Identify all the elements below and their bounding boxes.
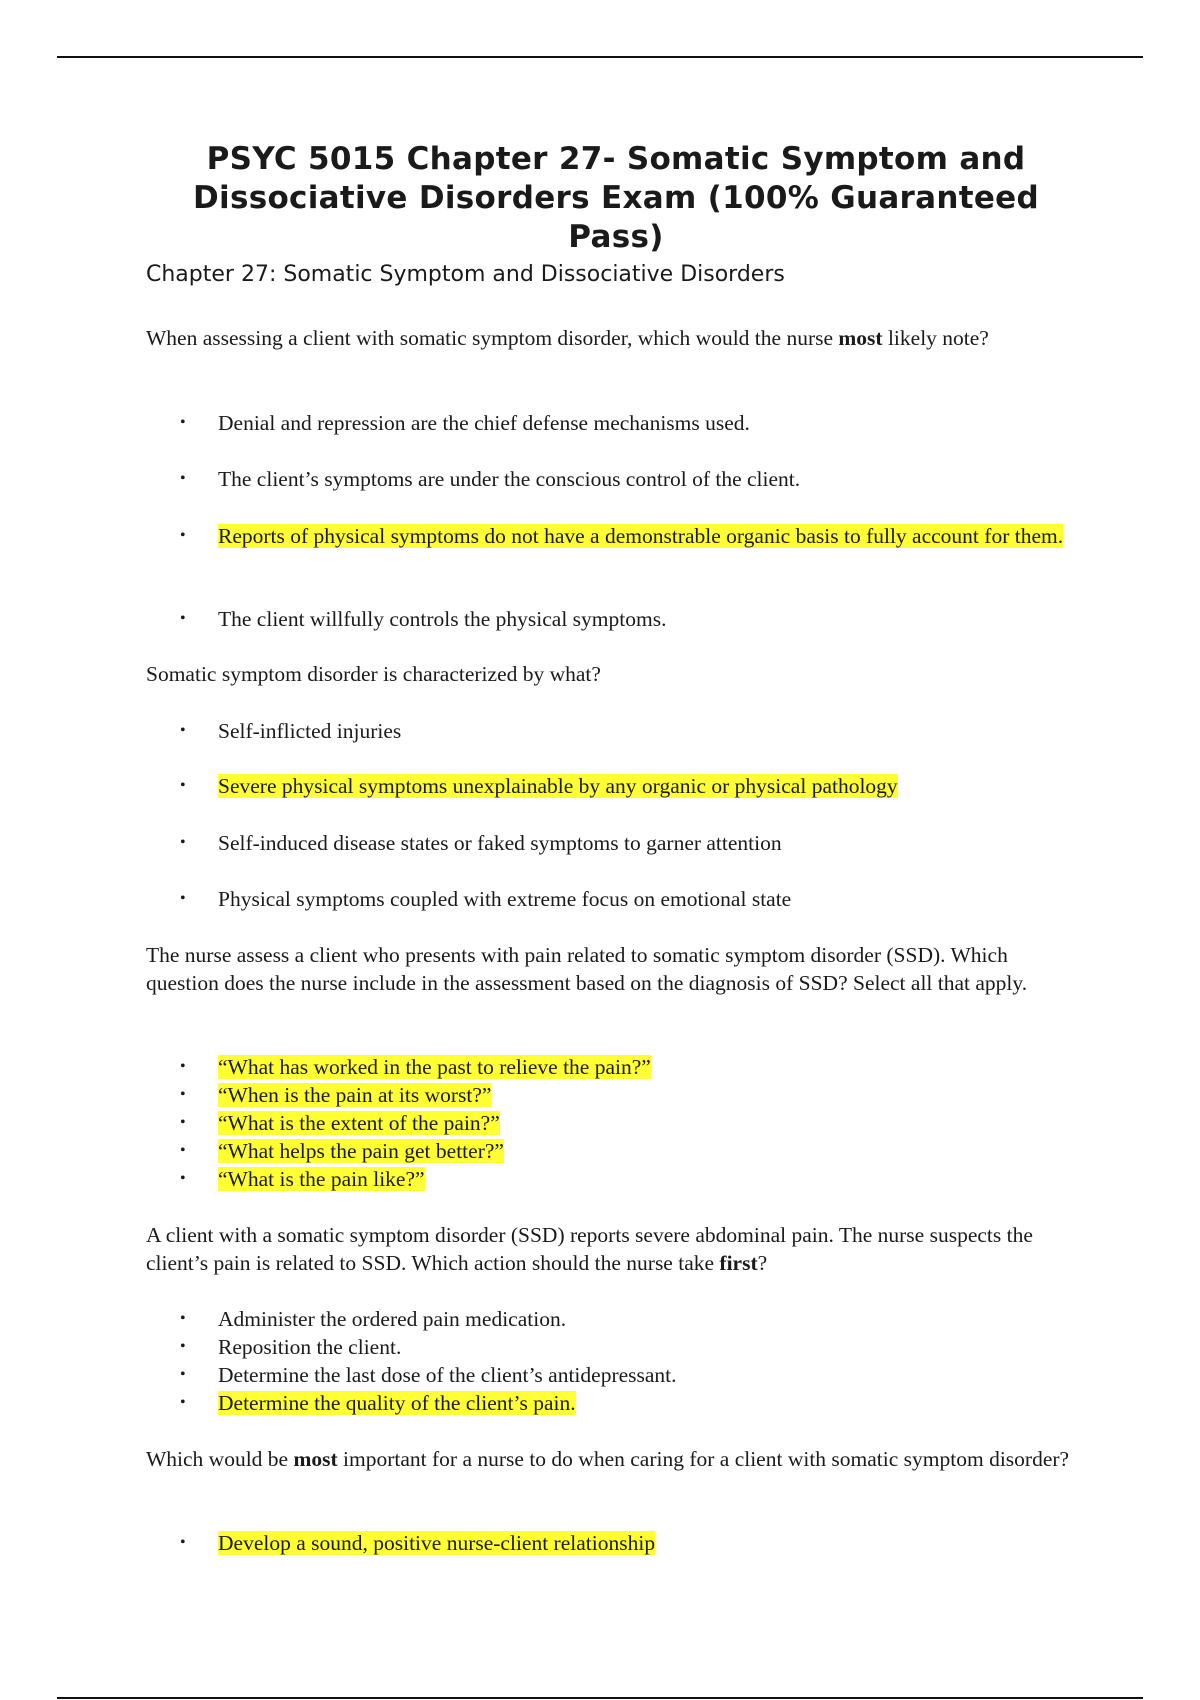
highlighted-answer: Severe physical symptoms unexplainable by any organic or physical pathology bbox=[218, 774, 898, 798]
bullet-icon: • bbox=[180, 1366, 186, 1383]
bullet-icon: • bbox=[180, 1310, 186, 1327]
highlighted-answer: “What helps the pain get better?” bbox=[218, 1139, 504, 1163]
bullet-icon: • bbox=[180, 1114, 186, 1131]
list-item bbox=[180, 1138, 1086, 1164]
list-item bbox=[180, 1082, 1086, 1108]
list-item: • Self-inflicted injuries bbox=[180, 719, 402, 743]
bullet-icon: • bbox=[180, 834, 186, 851]
bullet-icon: • bbox=[180, 1394, 186, 1411]
chapter-heading: Chapter 27: Somatic Symptom and Dissociative Disorders bbox=[146, 262, 785, 287]
bullet-icon: • bbox=[180, 1142, 186, 1159]
list-item bbox=[180, 1390, 1086, 1416]
highlighted-answer: Determine the quality of the client’s pain. bbox=[218, 1391, 576, 1415]
list-item: • Physical symptoms coupled with extreme focus on emotional state bbox=[180, 887, 792, 911]
question-5: Which would be most important for a nurse to do when caring for a client with somatic symptom disorder? bbox=[146, 1447, 1070, 1471]
list-item bbox=[180, 1110, 1086, 1136]
bullet-icon: • bbox=[180, 1534, 186, 1551]
question-2: Somatic symptom disorder is characterized by what? bbox=[146, 662, 601, 686]
bullet-icon: • bbox=[180, 722, 186, 739]
bullet-icon: • bbox=[180, 470, 186, 487]
bullet-icon: • bbox=[180, 1338, 186, 1355]
list-item bbox=[180, 1530, 1086, 1556]
list-item: • The client willfully controls the physical symptoms. bbox=[180, 607, 667, 631]
question-1: When assessing a client with somatic symptom disorder, which would the nurse most likely note? bbox=[146, 326, 989, 350]
list-item: • Administer the ordered pain medication. bbox=[180, 1307, 567, 1331]
bullet-icon: • bbox=[180, 527, 186, 544]
bullet-icon: • bbox=[180, 890, 186, 907]
list-item: • Denial and repression are the chief defense mechanisms used. bbox=[180, 411, 750, 435]
list-item bbox=[180, 1054, 1086, 1080]
highlighted-answer: “What is the extent of the pain?” bbox=[218, 1111, 500, 1135]
document-title: PSYC 5015 Chapter 27- Somatic Symptom and Dissociative Disorders Exam (100% Guaranteed Pass) bbox=[193, 141, 1039, 255]
list-item bbox=[180, 523, 1086, 549]
bullet-icon: • bbox=[180, 414, 186, 431]
bullet-icon: • bbox=[180, 1170, 186, 1187]
list-item bbox=[180, 773, 1086, 799]
highlighted-answer: “What is the pain like?” bbox=[218, 1167, 425, 1191]
highlighted-answer: Reports of physical symptoms do not have a demonstrable organic basis to fully account for them. bbox=[218, 524, 1064, 548]
highlighted-answer: Develop a sound, positive nurse-client relationship bbox=[218, 1531, 656, 1555]
list-item bbox=[180, 1166, 1086, 1192]
bullet-icon: • bbox=[180, 610, 186, 627]
list-item: • Self-induced disease states or faked symptoms to garner attention bbox=[180, 831, 782, 855]
list-item: • Reposition the client. bbox=[180, 1335, 402, 1359]
top-rule bbox=[57, 56, 1143, 58]
bullet-icon: • bbox=[180, 777, 186, 794]
list-item: • Determine the last dose of the client’s antidepressant. bbox=[180, 1363, 677, 1387]
bullet-icon: • bbox=[180, 1058, 186, 1075]
list-item: • The client’s symptoms are under the conscious control of the client. bbox=[180, 467, 801, 491]
highlighted-answer: “When is the pain at its worst?” bbox=[218, 1083, 492, 1107]
question-3: The nurse assess a client who presents with pain related to somatic symptom disorder (SSD). Which question does the nurse include in the assessment based on the diagnosis of SSD? Select all that apply. bbox=[146, 943, 1028, 995]
bullet-icon: • bbox=[180, 1086, 186, 1103]
bottom-rule bbox=[57, 1697, 1143, 1699]
highlighted-answer: “What has worked in the past to relieve the pain?” bbox=[218, 1055, 651, 1079]
question-4: A client with a somatic symptom disorder (SSD) reports severe abdominal pain. The nurse suspects the client’s pain is related to SSD. Which action should the nurse take first? bbox=[146, 1223, 1033, 1275]
